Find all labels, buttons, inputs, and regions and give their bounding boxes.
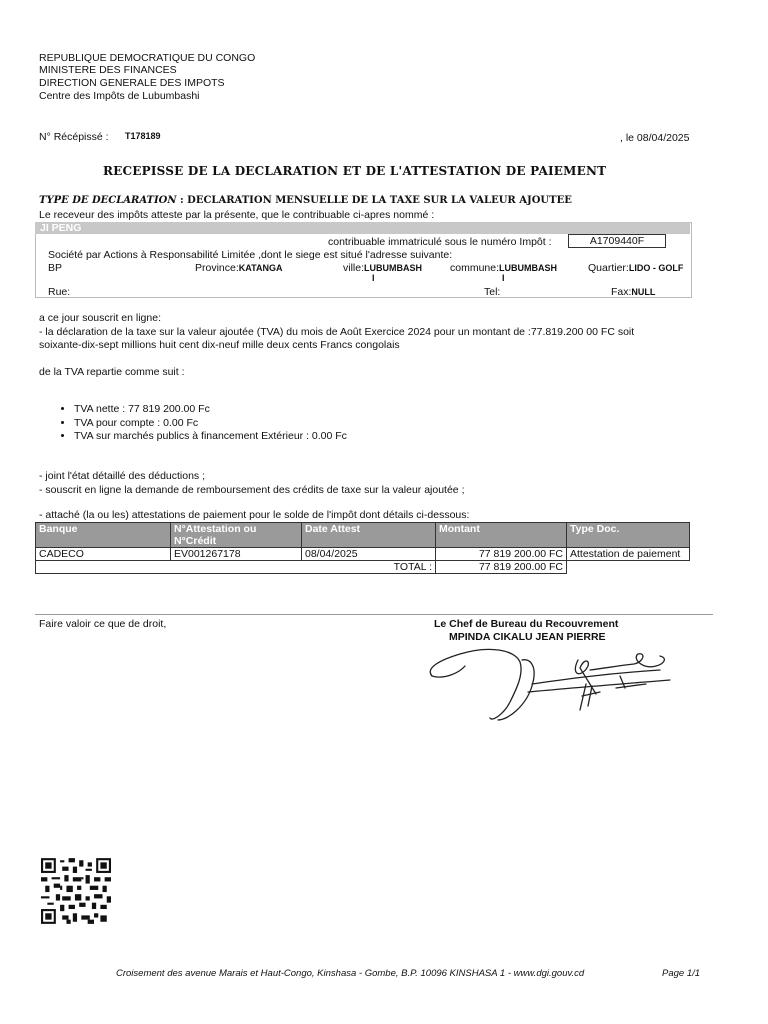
ville-value-cont: I — [372, 273, 375, 283]
address-tel: Tel: — [484, 286, 501, 298]
table-cell: EV001267178 — [171, 548, 302, 561]
table-cell: 77 819 200.00 FC — [436, 548, 567, 561]
body-line-1: a ce jour souscrit en ligne: — [39, 312, 161, 324]
note-line-1: - joint l'état détaillé des déductions ; — [39, 470, 206, 482]
table-header: Montant — [436, 523, 567, 548]
table-header-row — [36, 523, 690, 548]
header-line-3: DIRECTION GENERALE DES IMPOTS — [39, 77, 225, 89]
table-header: Date Attest — [302, 523, 436, 548]
receipt-number: T178189 — [125, 131, 161, 141]
page-number: Page 1/1 — [662, 968, 701, 979]
fax-value: NULL — [631, 287, 656, 297]
fax-label: Fax: — [611, 286, 632, 298]
signatory-name: MPINDA CIKALU JEAN PIERRE — [449, 631, 606, 643]
table-header: Type Doc. — [567, 523, 690, 548]
receipt-number-label: N° Récépissé : — [39, 131, 109, 143]
taxpayer-name: JI PENG — [40, 222, 82, 234]
table-row — [36, 548, 690, 561]
list-item: • TVA pour compte : 0.00 Fc — [74, 417, 347, 431]
total-value: 77 819 200.00 FC — [436, 561, 567, 574]
tva-breakdown-list — [50, 403, 347, 444]
table-cell: CADECO — [36, 548, 171, 561]
address-bp: BP — [48, 262, 63, 274]
signatory-title: Le Chef de Bureau du Recouvrement — [434, 618, 619, 630]
taxpayer-name-bar — [35, 222, 690, 234]
document-title: RECEPISSE DE LA DECLARATION ET DE L'ATTESTATION DE PAIEMENT — [103, 164, 607, 178]
table-header: N°Attestation ou N°Crédit — [171, 523, 302, 548]
commune-value: LUBUMBASH — [499, 263, 558, 273]
table-cell: 08/04/2025 — [302, 548, 436, 561]
address-rue: Rue: — [48, 286, 71, 298]
header-line-2: MINISTERE DES FINANCES — [39, 64, 177, 76]
footer-address: Croisement des avenue Marais et Haut-Congo, Kinshasa - Gombe, B.P. 10096 KINSHASA 1 - www.dgi.gouv.cd — [116, 968, 585, 979]
table-total-row — [36, 561, 690, 574]
body-line-3: soixante-dix-sept millions huit cent dix-neuf mille deux cents Francs congolais — [39, 339, 400, 351]
table-header: Banque — [36, 523, 171, 548]
ville-value: LUBUMBASH — [364, 263, 423, 273]
declaration-intro: Le receveur des impôts atteste par la présente, que le contribuable ci-apres nommé : — [39, 209, 435, 221]
commune-label: commune: — [450, 262, 500, 274]
handwritten-signature — [420, 640, 690, 725]
note-line-3: - attaché (la ou les) attestations de paiement pour le solde de l'impôt dont détails ci-dessous: — [39, 509, 470, 521]
qr-code-icon — [41, 858, 111, 924]
address-fax — [611, 286, 655, 298]
body-line-2: - la déclaration de la taxe sur la valeur ajoutée (TVA) du mois de Août Exercice 2024 pour un montant de :77.819.200 00 FC soit — [39, 326, 635, 338]
divider — [35, 614, 713, 615]
province-label: Province: — [195, 262, 239, 274]
company-line: Société par Actions à Responsabilité Limitée ,dont le siege est situé l'adresse suivante: — [48, 249, 453, 261]
header-line-4: Centre des Impôts de Lubumbashi — [39, 90, 200, 102]
declaration-type-label: TYPE DE DECLARATION — [39, 195, 177, 206]
ville-label: ville: — [343, 262, 365, 274]
header-line-1: REPUBLIQUE DEMOCRATIQUE DU CONGO — [39, 52, 256, 64]
quartier-value: LIDO - GOLF — [628, 263, 684, 273]
address-quartier — [588, 262, 683, 274]
quartier-label: Quartier: — [588, 262, 629, 274]
body-line-4: de la TVA repartie comme suit : — [39, 366, 185, 378]
list-item: • TVA sur marchés publics à financement Extérieur : 0.00 Fc — [74, 430, 347, 444]
address-ville — [343, 262, 422, 274]
table-cell: Attestation de paiement — [567, 548, 690, 561]
faire-valoir-text: Faire valoir ce que de droit, — [39, 618, 167, 630]
address-province — [195, 262, 282, 274]
taxpayer-id-number: A1709440F — [568, 234, 666, 248]
receipt-date: , le 08/04/2025 — [620, 132, 690, 144]
declaration-type-value: : DECLARATION MENSUELLE DE LA TAXE SUR LA VALEUR AJOUTEE — [176, 195, 572, 206]
table-cell-empty — [567, 561, 690, 574]
declaration-type — [39, 195, 572, 206]
note-line-2: - souscrit en ligne la demande de remboursement des crédits de taxe sur la valeur ajoutée ; — [39, 484, 465, 496]
attestation-table — [35, 522, 690, 574]
province-value: KATANGA — [238, 263, 283, 273]
total-label: TOTAL : — [36, 561, 436, 574]
taxpayer-id-label: contribuable immatriculé sous le numéro Impôt : — [328, 236, 552, 248]
list-item: • TVA nette : 77 819 200.00 Fc — [74, 403, 347, 417]
commune-value-cont: I — [502, 273, 505, 283]
